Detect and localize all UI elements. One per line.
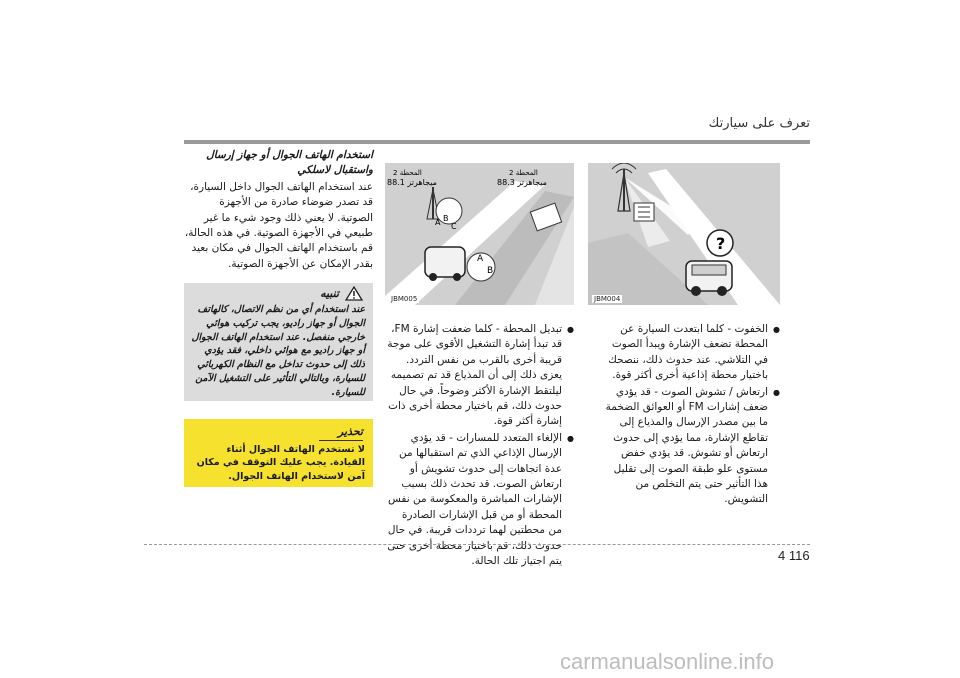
marker-c: C [451,222,457,231]
radio-tower-icon [612,163,636,211]
station-left-frequency: 88.1 ميجاهرتز [387,178,437,187]
left-text-column [184,148,373,273]
building-icon [634,203,654,221]
fading-diagram [588,163,780,305]
station-swap-diagram [385,163,574,305]
question-mark: ? [716,234,726,253]
bullet-station-swapping: ● تبديل المحطة - كلما ضعفت إشارة FM، قد تبدأ إشارة التشغيل الأقوى على موجة قريبة أخرى بالقرب من نفس التردد. يعزى ذلك إلى أن المذياع قد تم تصميمه ليلتقط الإشارة الأكثر وضوحاً. في حال حدوث ذلك، قم باختيار محطة أخرى ذات إشارة أكثر قوة. [385,322,574,430]
station-right-frequency: 88.3 ميجاهرتز [497,178,547,187]
marker-a: A [477,254,484,264]
bullet-flutter-static: ● ارتعاش / تشوش الصوت - قد يؤدي ضعف إشارات FM أو العوائق الضخمة ما بين مصدر الإرسال والمذياع إلى تقاطع الإشارة، مما يؤدي إلى حدوث ارتعاش أو تشوش. قد يؤدي خفض مستوى علو طبقة الصوت إلى تقليل هذا التأثير حتى يتم التخلص من التشويش. [597,385,780,508]
marker-b: B [443,214,449,223]
warning-box [184,419,373,487]
warning-title-underline [319,440,363,441]
page-header-title: تعرف على سيارتك [708,116,810,131]
warning-body: لا تستخدم الهاتف الجوال أثناء القيادة. يجب عليك التوقف في مكان آمن لاستخدام الهاتف الجوال. [196,444,365,482]
bullet-multipath-cancellation: ● الإلغاء المتعدد للمسارات - قد يؤدي الإرسال الإذاعي الذي تم استقبالها من عدة اتجاهات إلى حدوث تشويش أو ارتعاش الصوت. قد تحدث ذلك بسبب الإشارات المباشرة والمعكوسة من نفس المحطة أو من قبل الإشارات الصادرة من محطتين لهما ترددات قريبة. في حال حدوث ذلك، قم باختيار محطة أخرى حتى يتم اجتياز تلك الحالة. [385,431,574,570]
marker-b: B [487,266,494,276]
car-icon [686,261,732,296]
footer-divider [144,544,810,545]
caution-title: تنبيه [320,287,339,300]
watermark: carmanualsonline.info [560,649,775,674]
figure-code: JBM005 [391,295,418,303]
figure-station-swapping [385,163,574,305]
marker-a: A [435,218,441,227]
section-body: عند استخدام الهاتف الجوال داخل السيارة، قد تصدر ضوضاء صادرة من الأجهزة الصوتية. لا يعني ذلك وجود شيء ما غير طبيعي في الأجهزة الصوتية. في هذه الحالة، قم باستخدام الهاتف الجوال في مكان بعيد بقدر الإمكان عن الأجهزة الصوتية. [184,180,373,270]
section-heading: استخدام الهاتف الجوال أو جهاز إرسال واستقبال لاسلكي [206,149,373,177]
figure-fading-illustration [588,163,780,305]
station-left-label: المحطة 2 [393,169,422,177]
car-icon [425,247,465,281]
station-right-label: المحطة 2 [509,169,538,177]
figure-code: JBM004 [594,295,621,303]
middle-text-column [385,322,574,571]
right-text-column [597,322,780,509]
header-divider [184,140,810,144]
page-number: 4 116 [778,548,810,563]
warning-title: تحذير [337,425,363,438]
caution-box [184,283,373,401]
caution-body: عند استخدام أي من نظم الاتصال، كالهاتف الجوال أو جهاز راديو، يجب تركيب هوائي خارجي منفصل. عند استخدام الهاتف الجوال أو جهاز راديو مع هوائي داخلي، فقد يؤدي ذلك إلى حدوث تداخل مع النظام الكهربائي للسيارة، وبالتالي التأثير على التشغيل الآمن للسيارة. [191,304,365,398]
bullet-fading: ● الخفوت - كلما ابتعدت السيارة عن المحطة تضعف الإشارة ويبدأ الصوت في التلاشي. عند حدوث ذلك، ننصحك باختيار محطة إذاعية أخرى أكثر قوة. [597,322,780,384]
